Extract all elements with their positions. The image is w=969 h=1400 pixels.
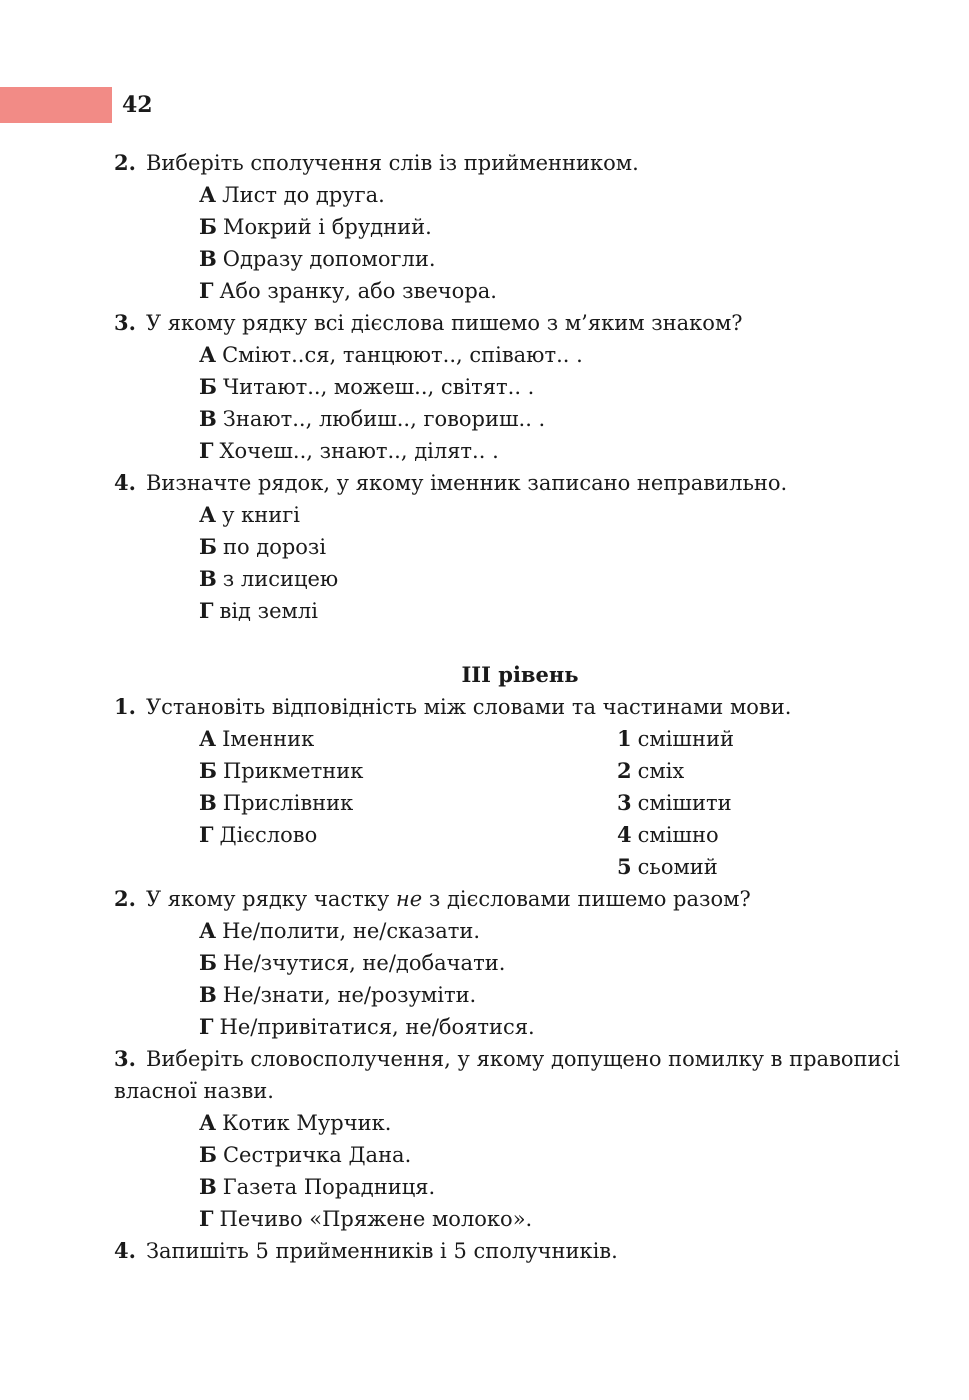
question-number: 2. — [114, 886, 136, 911]
question-text: Визначте рядок, у якому іменник записано неправильно. — [145, 471, 788, 495]
option-letter: Г — [199, 1014, 214, 1039]
option-letter: В — [199, 566, 217, 591]
option-text: Одразу допомогли. — [222, 247, 436, 271]
question-text: У якому рядку всі дієслова пишемо з м’яким знаком? — [145, 311, 743, 335]
question-1 — [114, 691, 914, 723]
match-left-item — [199, 755, 363, 787]
option-letter: В — [199, 790, 217, 815]
question-number: 2. — [114, 150, 136, 175]
option-g — [114, 595, 914, 627]
question-4 — [114, 1235, 914, 1267]
section-spacer — [114, 627, 914, 659]
option-letter: Б — [199, 950, 217, 975]
option-text: смішний — [637, 727, 734, 751]
option-letter: Г — [199, 438, 214, 463]
option-text: Прикметник — [222, 759, 364, 783]
option-a — [114, 179, 914, 211]
level-heading: ІІІ рівень — [461, 662, 579, 687]
question-3 — [114, 1043, 914, 1075]
option-letter: Б — [199, 374, 217, 399]
match-row — [114, 851, 914, 883]
option-v — [114, 1171, 914, 1203]
match-left-item — [199, 819, 317, 851]
match-right-item — [617, 851, 718, 883]
option-text: Печиво «Пряжене молоко». — [219, 1207, 533, 1231]
option-text: по дорозі — [222, 535, 327, 559]
question-number: 4. — [114, 1238, 136, 1263]
option-b — [114, 371, 914, 403]
option-a — [114, 1107, 914, 1139]
option-letter: 2 — [617, 758, 632, 783]
option-text: Не/зчутися, не/добачати. — [222, 951, 506, 975]
option-letter: В — [199, 246, 217, 271]
match-right-item — [617, 723, 734, 755]
question-number: 3. — [114, 310, 136, 335]
option-text: Прислівник — [222, 791, 354, 815]
page-number: 42 — [122, 92, 153, 118]
match-row — [114, 723, 914, 755]
option-text: сміх — [637, 759, 685, 783]
question-text: Виберіть сполучення слів із прийменником. — [145, 151, 639, 175]
option-text: Знают.., любиш.., говориш.. . — [222, 407, 546, 431]
option-v — [114, 403, 914, 435]
option-text: Лист до друга. — [222, 183, 385, 207]
option-text: від землі — [219, 599, 318, 623]
option-letter: А — [199, 342, 217, 367]
option-text: Або зранку, або звечора. — [219, 279, 497, 303]
option-letter: Г — [199, 278, 214, 303]
question-text: Запишіть 5 прийменників і 5 сполучників. — [145, 1239, 618, 1263]
option-letter: 5 — [617, 854, 632, 879]
option-text: Котик Мурчик. — [222, 1111, 392, 1135]
option-v — [114, 563, 914, 595]
option-g — [114, 1011, 914, 1043]
option-b — [114, 211, 914, 243]
question-text-start: У якому рядку частку — [145, 887, 396, 911]
option-g — [114, 275, 914, 307]
match-left-item — [199, 787, 353, 819]
question-text-continuation: власної назви. — [114, 1079, 274, 1103]
option-text: Газета Порадниця. — [222, 1175, 436, 1199]
option-letter: Б — [199, 1142, 217, 1167]
option-text: Сміют..ся, танцюют.., співают.. . — [222, 343, 583, 367]
option-letter: В — [199, 982, 217, 1007]
question-text-end: з дієсловами пишемо разом? — [422, 887, 751, 911]
option-text: Іменник — [222, 727, 315, 751]
option-text: Не/полити, не/сказати. — [222, 919, 481, 943]
question-3 — [114, 307, 914, 339]
option-letter: В — [199, 1174, 217, 1199]
option-text: Хочеш.., знают.., ділят.. . — [219, 439, 499, 463]
match-right-item — [617, 755, 684, 787]
question-number: 1. — [114, 694, 136, 719]
option-text: смішити — [637, 791, 732, 815]
option-a — [114, 499, 914, 531]
option-letter: Г — [199, 598, 214, 623]
option-text: Не/знати, не/розуміти. — [222, 983, 477, 1007]
option-letter: Б — [199, 534, 217, 559]
question-number: 4. — [114, 470, 136, 495]
option-text: з лисицею — [222, 567, 339, 591]
option-letter: 4 — [617, 822, 632, 847]
option-text: Дієслово — [219, 823, 318, 847]
option-text: Мокрий і брудний. — [222, 215, 432, 239]
page-number-band — [0, 87, 112, 123]
option-v — [114, 979, 914, 1011]
option-letter: Г — [199, 1206, 214, 1231]
option-letter: В — [199, 406, 217, 431]
question-text: Виберіть словосполучення, у якому допущено помилку в правописі — [145, 1047, 900, 1071]
match-right-item — [617, 819, 719, 851]
question-2 — [114, 147, 914, 179]
match-row — [114, 787, 914, 819]
question-text-italic: не — [395, 887, 423, 911]
question-text: Установіть відповідність між словами та частинами мови. — [145, 695, 792, 719]
match-left-item — [199, 723, 314, 755]
option-text: Читают.., можеш.., світят.. . — [222, 375, 535, 399]
option-v — [114, 243, 914, 275]
option-text: сьомий — [637, 855, 718, 879]
match-row — [114, 819, 914, 851]
option-g — [114, 435, 914, 467]
option-b — [114, 531, 914, 563]
option-letter: А — [199, 182, 217, 207]
option-b — [114, 1139, 914, 1171]
option-letter: Б — [199, 214, 217, 239]
option-text: у книгі — [222, 503, 300, 527]
option-g — [114, 1203, 914, 1235]
option-letter: А — [199, 1110, 217, 1135]
option-letter: Б — [199, 758, 217, 783]
question-2 — [114, 883, 914, 915]
option-letter: А — [199, 918, 217, 943]
option-letter: Г — [199, 822, 214, 847]
match-right-item — [617, 787, 732, 819]
option-letter: А — [199, 726, 217, 751]
question-4 — [114, 467, 914, 499]
question-number: 3. — [114, 1046, 136, 1071]
option-a — [114, 915, 914, 947]
option-text: смішно — [637, 823, 719, 847]
option-letter: А — [199, 502, 217, 527]
page-content — [114, 147, 914, 1267]
option-b — [114, 947, 914, 979]
option-text: Не/привітатися, не/боятися. — [219, 1015, 535, 1039]
option-text: Сестричка Дана. — [222, 1143, 412, 1167]
match-row — [114, 755, 914, 787]
option-letter: 1 — [617, 726, 632, 751]
option-letter: 3 — [617, 790, 632, 815]
option-a — [114, 339, 914, 371]
